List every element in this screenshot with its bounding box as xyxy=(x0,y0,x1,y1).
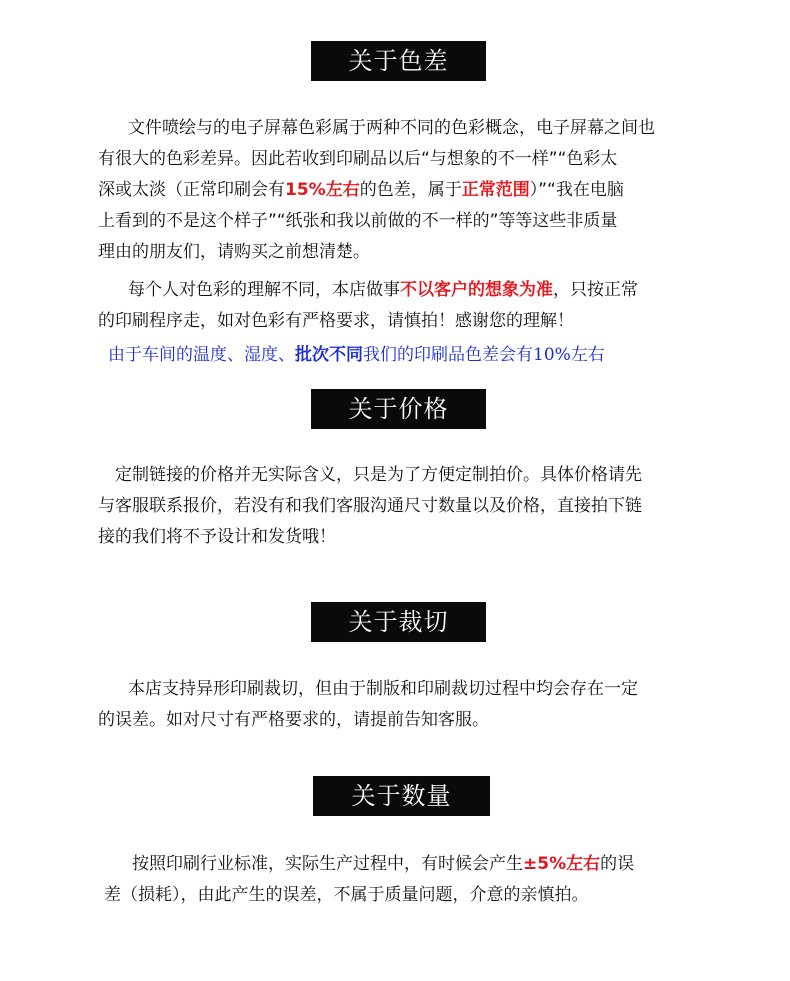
section-title-cut: 关于裁切 xyxy=(311,602,486,642)
price-paragraph xyxy=(98,460,718,553)
color-line-1: 文件喷绘与的电子屏幕色彩属于两种不同的色彩概念，电子屏幕之间也 xyxy=(128,118,655,138)
color-p2-line-2: 的印刷程序走，如对色彩有严格要求，请慎拍！感谢您的理解！ xyxy=(98,311,574,331)
price-line-2: 与客服联系报价，若没有和我们客服沟通尺寸数量以及价格，直接拍下链 xyxy=(98,496,642,516)
cut-paragraph xyxy=(98,674,718,736)
cut-line-1: 本店支持异形印刷裁切，但由于制版和印刷裁切过程中均会存在一定 xyxy=(128,679,638,699)
color-paragraph-1 xyxy=(98,113,718,268)
color-line-4: 上看到的不是这个样子”“纸张和我以前做的不一样的”等等这些非质量 xyxy=(98,211,618,231)
highlight-batch: 批次不同 xyxy=(295,345,363,365)
price-line-3: 接的我们将不予设计和发货哦！ xyxy=(98,527,336,547)
color-line-2: 有很大的色彩差异。因此若收到印刷品以后“与想象的不一样”“色彩太 xyxy=(98,149,618,169)
color-line-3: 深或太淡（正常印刷会有15%左右的色差，属于正常范围）”“我在电脑 xyxy=(98,180,624,200)
section-title-price: 关于价格 xyxy=(311,389,486,429)
highlight-15-percent: 15%左右 xyxy=(285,180,360,200)
highlight-5-percent: ±5%左右 xyxy=(523,854,601,874)
color-line-5: 理由的朋友们，请购买之前想清楚。 xyxy=(98,242,370,262)
color-p2-line-1: 每个人对色彩的理解不同，本店做事不以客户的想象为准，只按正常 xyxy=(128,280,638,300)
quantity-line-1: 按照印刷行业标准，实际生产过程中，有时候会产生±5%左右的误 xyxy=(132,854,635,874)
section-title-color: 关于色差 xyxy=(311,41,486,81)
quantity-line-2: 差（损耗），由此产生的误差，不属于质量问题，介意的亲慎拍。 xyxy=(104,885,589,905)
price-line-1: 定制链接的价格并无实际含义，只是为了方便定制拍价。具体价格请先 xyxy=(115,465,642,485)
color-paragraph-2 xyxy=(98,275,718,337)
color-note: 由于车间的温度、湿度、批次不同我们的印刷品色差会有10%左右 xyxy=(108,345,605,365)
cut-line-2: 的误差。如对尺寸有严格要求的，请提前告知客服。 xyxy=(98,710,489,730)
section-title-quantity: 关于数量 xyxy=(313,776,490,816)
quantity-paragraph xyxy=(104,849,724,911)
highlight-not-imagination: 不以客户的想象为准 xyxy=(400,280,553,300)
highlight-normal-range: 正常范围 xyxy=(461,180,530,200)
